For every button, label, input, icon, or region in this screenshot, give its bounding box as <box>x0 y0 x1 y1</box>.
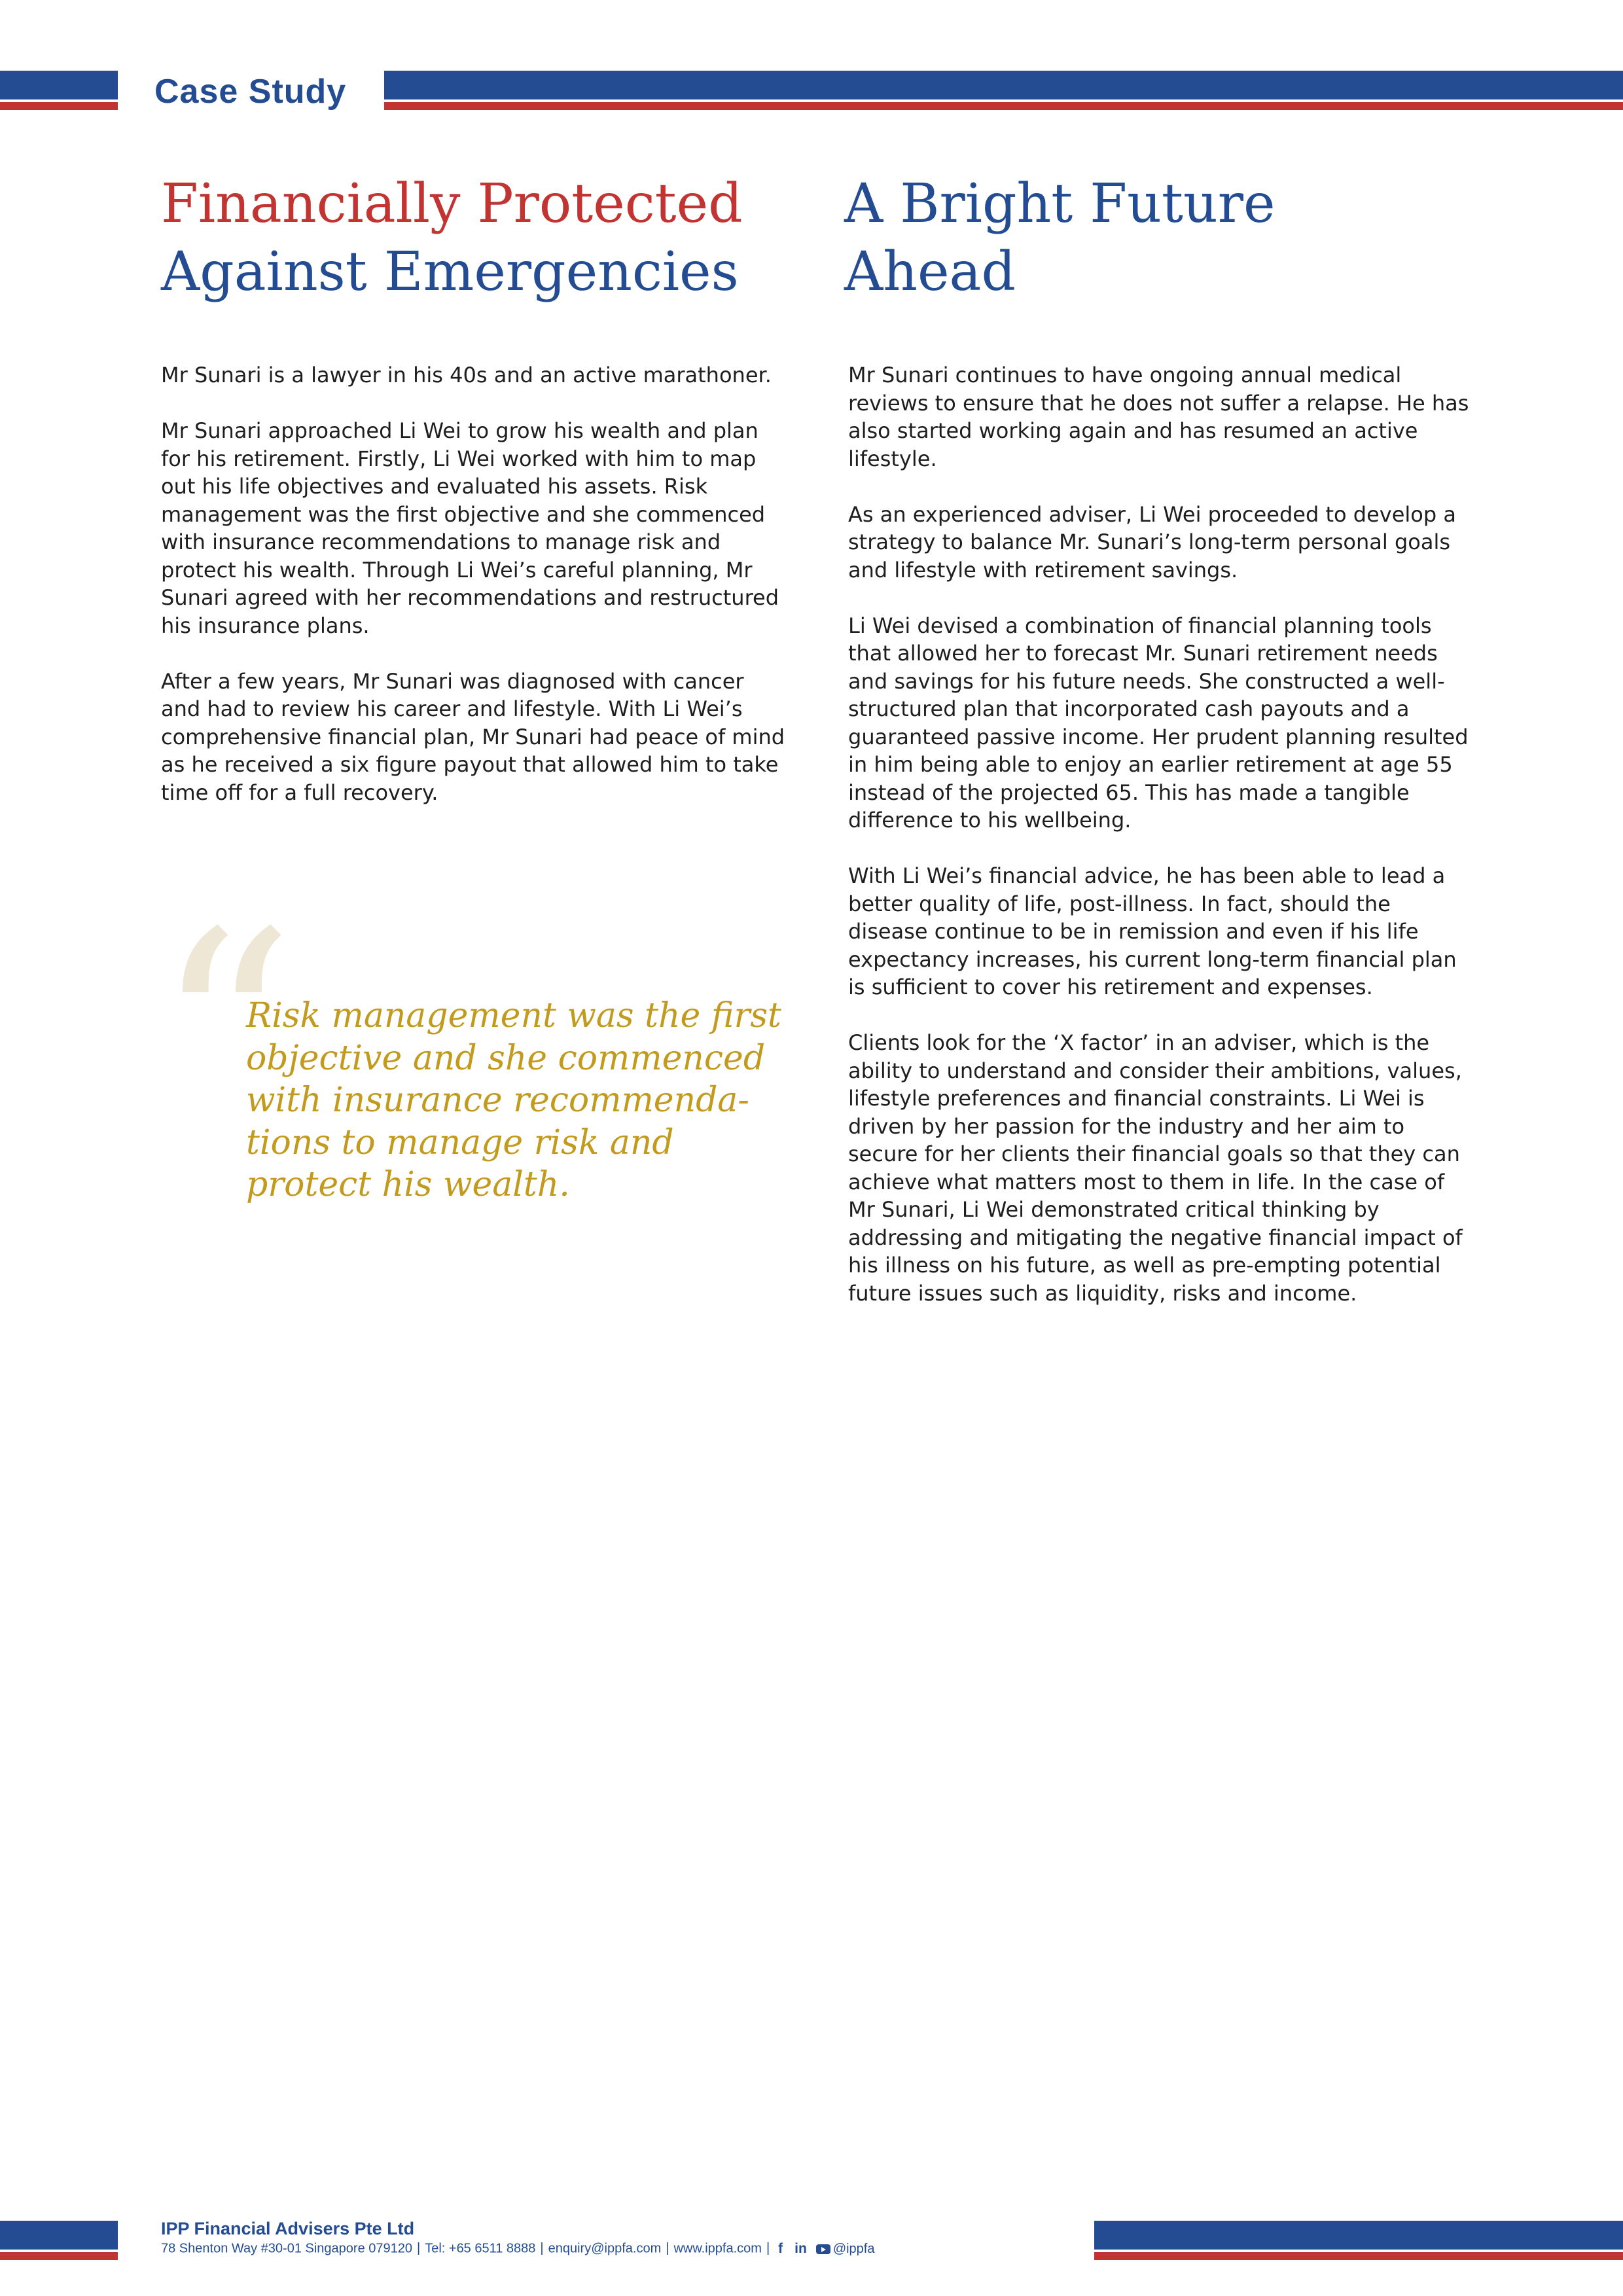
footer-contact-line <box>161 2241 874 2257</box>
footer-website-link[interactable]: www.ippfa.com <box>673 2241 762 2256</box>
footer-separator: | <box>540 2241 544 2256</box>
left-heading-line1: Financially Protected <box>161 173 743 235</box>
footer-separator: | <box>666 2241 669 2256</box>
right-paragraph: Mr Sunari continues to have ongoing annual medical reviews to ensure that he does not suffer a relapse. He has also started working again and has resumed an active lifestyle. <box>848 363 1469 471</box>
quote-mark-icon: “ <box>154 874 295 1194</box>
right-heading-line1: A Bright Future <box>844 173 1275 235</box>
footer-company-name: IPP Financial Advisers Pte Ltd <box>161 2219 415 2238</box>
left-paragraph: Mr Sunari approached Li Wei to grow his wealth and plan for his retirement. Firstly, Li Wei worked with him to map out his life objectives and evaluated his assets. Risk management was the first objective and she commenced with insurance recommendations to manage risk and protect his wealth. Through Li Wei’s careful planning, Mr Sunari agreed with her recommendations and restructured his insurance plans. <box>161 418 779 638</box>
footer-tel: Tel: +65 6511 8888 <box>425 2241 536 2256</box>
left-heading-line2: Against Emergencies <box>161 241 739 303</box>
pull-quote: Risk management was the first objective and she commenced with insurance recommenda-tions to manage risk and protect his wealth. <box>246 996 781 1204</box>
footer-email-link[interactable]: enquiry@ippfa.com <box>548 2241 662 2256</box>
right-paragraph: As an experienced adviser, Li Wei proceeded to develop a strategy to balance Mr. Sunari’s long-term personal goals and lifestyle with retirement savings. <box>848 501 1456 583</box>
right-paragraph: With Li Wei’s financial advice, he has been able to lead a better quality of life, post-illness. In fact, should the disease continue to be in remission and even if his life expectancy increases, his current long-term financial plan is sufficient to cover his retirement and expenses. <box>848 863 1457 999</box>
right-paragraph: Li Wei devised a combination of financial planning tools that allowed her to forecast Mr. Sunari retirement needs and savings for his future needs. She constructed a well-structured plan that incorporated cash payouts and a guaranteed passive income. Her prudent planning resulted in him being able to enjoy an earlier retirement at age 55 instead of the projected 65. This has made a tangible difference to his wellbeing. <box>848 613 1469 833</box>
linkedin-icon[interactable]: in <box>794 2241 807 2256</box>
left-paragraph: Mr Sunari is a lawyer in his 40s and an active marathoner. <box>161 363 772 387</box>
header-band-left <box>0 71 118 110</box>
header-band-right <box>384 71 1623 110</box>
youtube-icon[interactable] <box>816 2244 830 2254</box>
social-handle[interactable]: @ippfa <box>832 2242 875 2256</box>
footer-address: 78 Shenton Way #30-01 Singapore 079120 <box>161 2241 412 2256</box>
facebook-icon[interactable]: f <box>778 2241 783 2256</box>
right-paragraph: Clients look for the ‘X factor’ in an adviser, which is the ability to understand and consider their ambitions, values, lifestyle preferences and financial constraints. Li Wei is driven by her passion for the industry and her aim to secure for her clients their financial goals so that they can achieve what matters most to them in life. In the case of Mr Sunari, Li Wei demonstrated critical thinking by addressing and mitigating the negative financial impact of his illness on his future, as well as pre-empting potential future issues such as liquidity, risks and income. <box>848 1030 1463 1306</box>
footer-social-links <box>778 2241 874 2257</box>
right-heading-line2: Ahead <box>844 241 1016 303</box>
right-column <box>848 361 1476 1335</box>
footer-band-right <box>1094 2221 1623 2260</box>
footer-band-left <box>0 2221 118 2260</box>
footer-separator: | <box>766 2241 770 2256</box>
left-column <box>161 361 789 834</box>
right-heading <box>844 170 1275 306</box>
footer-separator: | <box>417 2241 421 2256</box>
section-label: Case Study <box>154 73 347 111</box>
left-heading <box>161 170 743 306</box>
left-paragraph: After a few years, Mr Sunari was diagnosed with cancer and had to review his career and lifestyle. With Li Wei’s comprehensive financial plan, Mr Sunari had peace of mind as he received a six figure payout that allowed him to take time off for a full recovery. <box>161 668 785 805</box>
